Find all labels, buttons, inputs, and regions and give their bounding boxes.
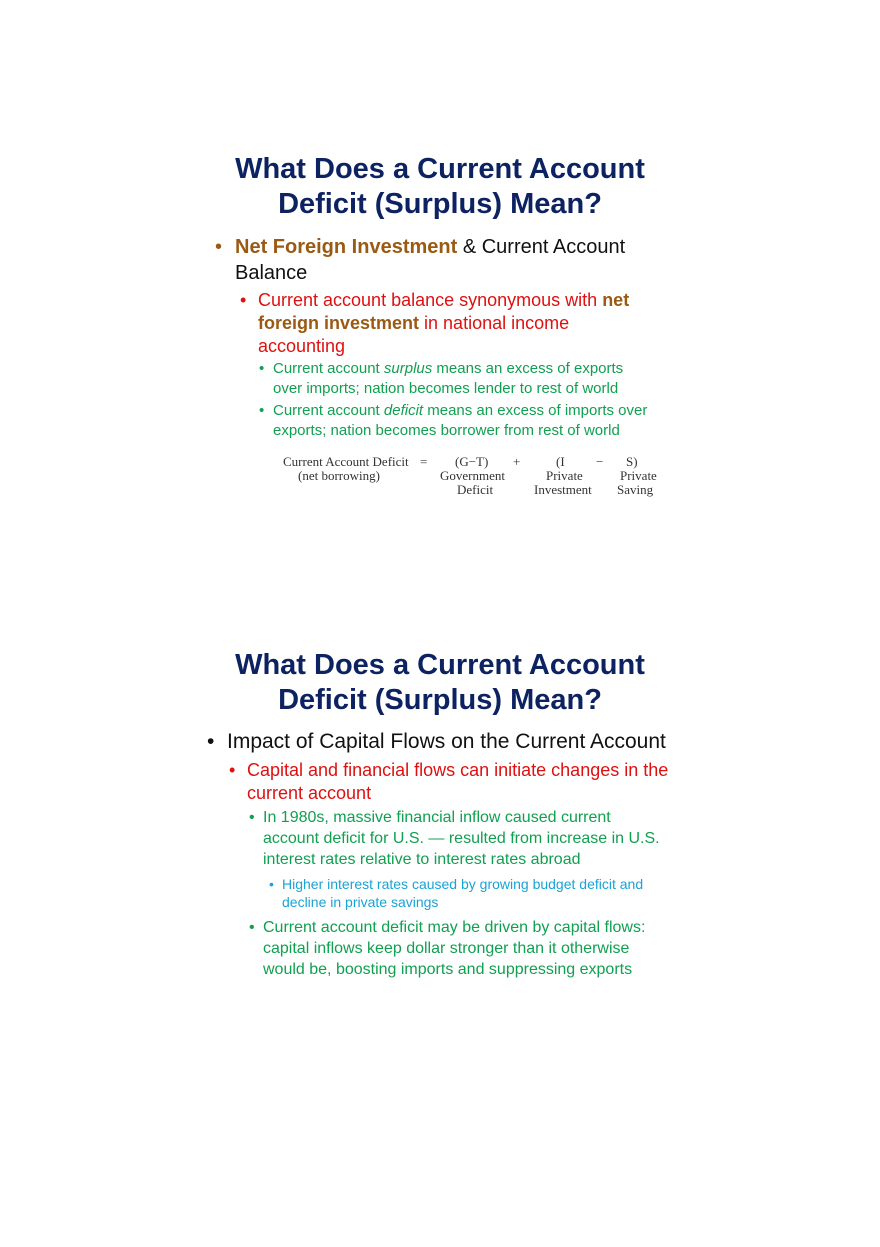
bullet-text: over imports; nation becomes lender to rest of world — [273, 380, 619, 397]
bullet-text: would be, boosting imports and suppressing exports — [263, 961, 633, 978]
bullet-dot: • — [215, 236, 223, 258]
bullet-text: & Current Account — [457, 236, 626, 258]
formula-term-label: Private — [620, 468, 657, 483]
bullet-text: Capital and financial flows can initiate changes in the — [247, 760, 669, 780]
formula-plus: + — [513, 454, 521, 469]
bullet-text: means an excess of imports over — [423, 402, 648, 419]
formula-equals: = — [420, 454, 428, 469]
bullet-text: interest rates relative to interest rates abroad — [263, 851, 581, 868]
title-line: Deficit (Surplus) Mean? — [278, 188, 602, 220]
italic-text: deficit — [383, 402, 424, 419]
bullet-text: Current account — [273, 402, 384, 419]
bullet-dot: • — [259, 402, 265, 419]
bullet-capital-flows-drive-deficit — [249, 917, 646, 980]
bullet-text: Current account balance synonymous with — [258, 290, 603, 310]
bullet-text: exports; nation becomes borrower from rest of world — [273, 422, 620, 439]
emphasis-text: net — [602, 290, 630, 310]
formula-term: (I — [556, 454, 565, 469]
bullet-dot: • — [207, 730, 215, 753]
bullet-capital-financial-flows — [229, 759, 669, 805]
italic-text: surplus — [383, 360, 433, 377]
bullet-text: in national income — [419, 313, 570, 333]
formula-term: S) — [626, 454, 638, 469]
bullet-current-account-balance — [240, 289, 630, 358]
slide-2-title — [0, 648, 880, 718]
bullet-dot: • — [249, 809, 255, 826]
formula-term-label: Private — [546, 468, 583, 483]
bullet-dot: • — [229, 760, 236, 780]
slide-2 — [0, 620, 880, 1247]
bullet-1980s-inflow — [249, 807, 660, 870]
bullet-deficit — [259, 401, 648, 441]
formula-lhs: Current Account Deficit — [283, 454, 409, 469]
bullet-text: capital inflows keep dollar stronger than it otherwise — [263, 940, 630, 957]
bullet-text: In 1980s, massive financial inflow caused current — [263, 809, 611, 826]
bullet-dot: • — [259, 360, 265, 377]
bullet-text: account deficit for U.S. — resulted from increase in U.S. — [263, 830, 660, 847]
slide-1-title — [0, 152, 880, 222]
bullet-net-foreign-investment — [215, 234, 626, 286]
bullet-text: Current account — [273, 360, 384, 377]
bullet-dot: • — [249, 919, 255, 936]
title-line: What Does a Current Account — [235, 649, 645, 681]
formula-term-label: Investment — [534, 482, 592, 497]
bullet-text: Higher interest rates caused by growing budget deficit and — [282, 876, 644, 892]
bullet-text: decline in private savings — [282, 894, 439, 910]
bullet-text: Impact of Capital Flows on the Current Account — [227, 730, 666, 753]
bullet-text: accounting — [258, 336, 346, 356]
formula-term-label: Saving — [617, 482, 654, 497]
current-account-formula — [0, 455, 880, 500]
slide-1 — [0, 0, 880, 620]
bullet-dot: • — [240, 290, 247, 310]
formula-term-label: Government — [440, 468, 505, 483]
bullet-higher-interest-rates — [269, 875, 644, 911]
bullet-text: current account — [247, 783, 372, 803]
bullet-text: means an excess of exports — [432, 360, 624, 377]
formula-term: (G−T) — [455, 454, 489, 469]
title-line: What Does a Current Account — [235, 153, 645, 185]
formula-term-label: Deficit — [457, 482, 494, 497]
emphasis-text: Net Foreign Investment — [235, 236, 458, 258]
formula-lhs-note: (net borrowing) — [298, 468, 380, 483]
bullet-text: Current account deficit may be driven by capital flows: — [263, 919, 646, 936]
bullet-surplus — [259, 359, 624, 399]
formula-minus: − — [596, 454, 604, 469]
emphasis-text: foreign investment — [258, 313, 420, 333]
bullet-text: Balance — [235, 262, 308, 284]
bullet-impact-capital-flows — [207, 728, 666, 756]
bullet-dot: • — [269, 876, 274, 892]
title-line: Deficit (Surplus) Mean? — [278, 684, 602, 716]
